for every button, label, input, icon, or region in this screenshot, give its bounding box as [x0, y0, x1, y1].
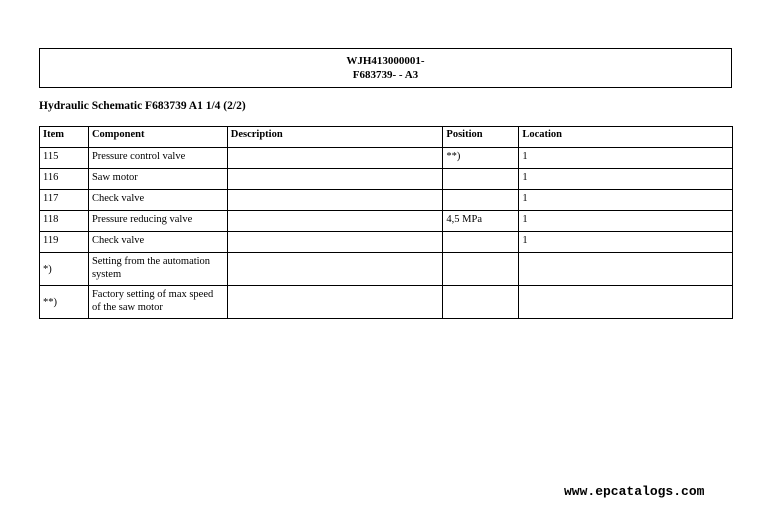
cell-position: **): [443, 148, 519, 169]
cell-component: Check valve: [88, 190, 227, 211]
cell-component: Pressure reducing valve: [88, 211, 227, 232]
document-header-box: [39, 48, 732, 88]
column-header-component: Component: [88, 127, 227, 148]
cell-location: 1: [519, 148, 733, 169]
cell-description: [227, 169, 443, 190]
cell-item: **): [40, 286, 89, 319]
cell-location: 1: [519, 169, 733, 190]
cell-position: [443, 232, 519, 253]
cell-item: 118: [40, 211, 89, 232]
cell-position: [443, 169, 519, 190]
header-line-1: WJH413000001-: [346, 55, 425, 67]
column-header-position: Position: [443, 127, 519, 148]
table-row: [40, 190, 733, 211]
cell-location: 1: [519, 211, 733, 232]
table-row: [40, 211, 733, 232]
cell-component: Check valve: [88, 232, 227, 253]
cell-location: 1: [519, 232, 733, 253]
cell-item: 117: [40, 190, 89, 211]
section-title: Hydraulic Schematic F683739 A1 1/4 (2/2): [39, 100, 246, 112]
column-header-location: Location: [519, 127, 733, 148]
parts-table: [39, 126, 733, 319]
cell-description: [227, 211, 443, 232]
table-row: [40, 148, 733, 169]
watermark-url: www.epcatalogs.com: [564, 484, 705, 499]
table-row: [40, 286, 733, 319]
table-row: [40, 232, 733, 253]
cell-component: Factory setting of max speed of the saw motor: [88, 286, 227, 319]
cell-position: [443, 286, 519, 319]
cell-item: *): [40, 253, 89, 286]
cell-location: 1: [519, 190, 733, 211]
cell-description: [227, 190, 443, 211]
cell-position: [443, 190, 519, 211]
column-header-description: Description: [227, 127, 443, 148]
cell-item: 119: [40, 232, 89, 253]
cell-position: [443, 253, 519, 286]
table-row: [40, 253, 733, 286]
cell-component: Pressure control valve: [88, 148, 227, 169]
header-line-2: F683739- - A3: [352, 69, 419, 81]
cell-item: 115: [40, 148, 89, 169]
cell-item: 116: [40, 169, 89, 190]
cell-position: 4,5 MPa: [443, 211, 519, 232]
cell-component: Saw motor: [88, 169, 227, 190]
cell-description: [227, 286, 443, 319]
cell-component: Setting from the automation system: [88, 253, 227, 286]
table-row: [40, 169, 733, 190]
cell-description: [227, 232, 443, 253]
cell-location: [519, 286, 733, 319]
cell-description: [227, 253, 443, 286]
cell-location: [519, 253, 733, 286]
column-header-item: Item: [40, 127, 89, 148]
table-header-row: [40, 127, 733, 148]
cell-description: [227, 148, 443, 169]
